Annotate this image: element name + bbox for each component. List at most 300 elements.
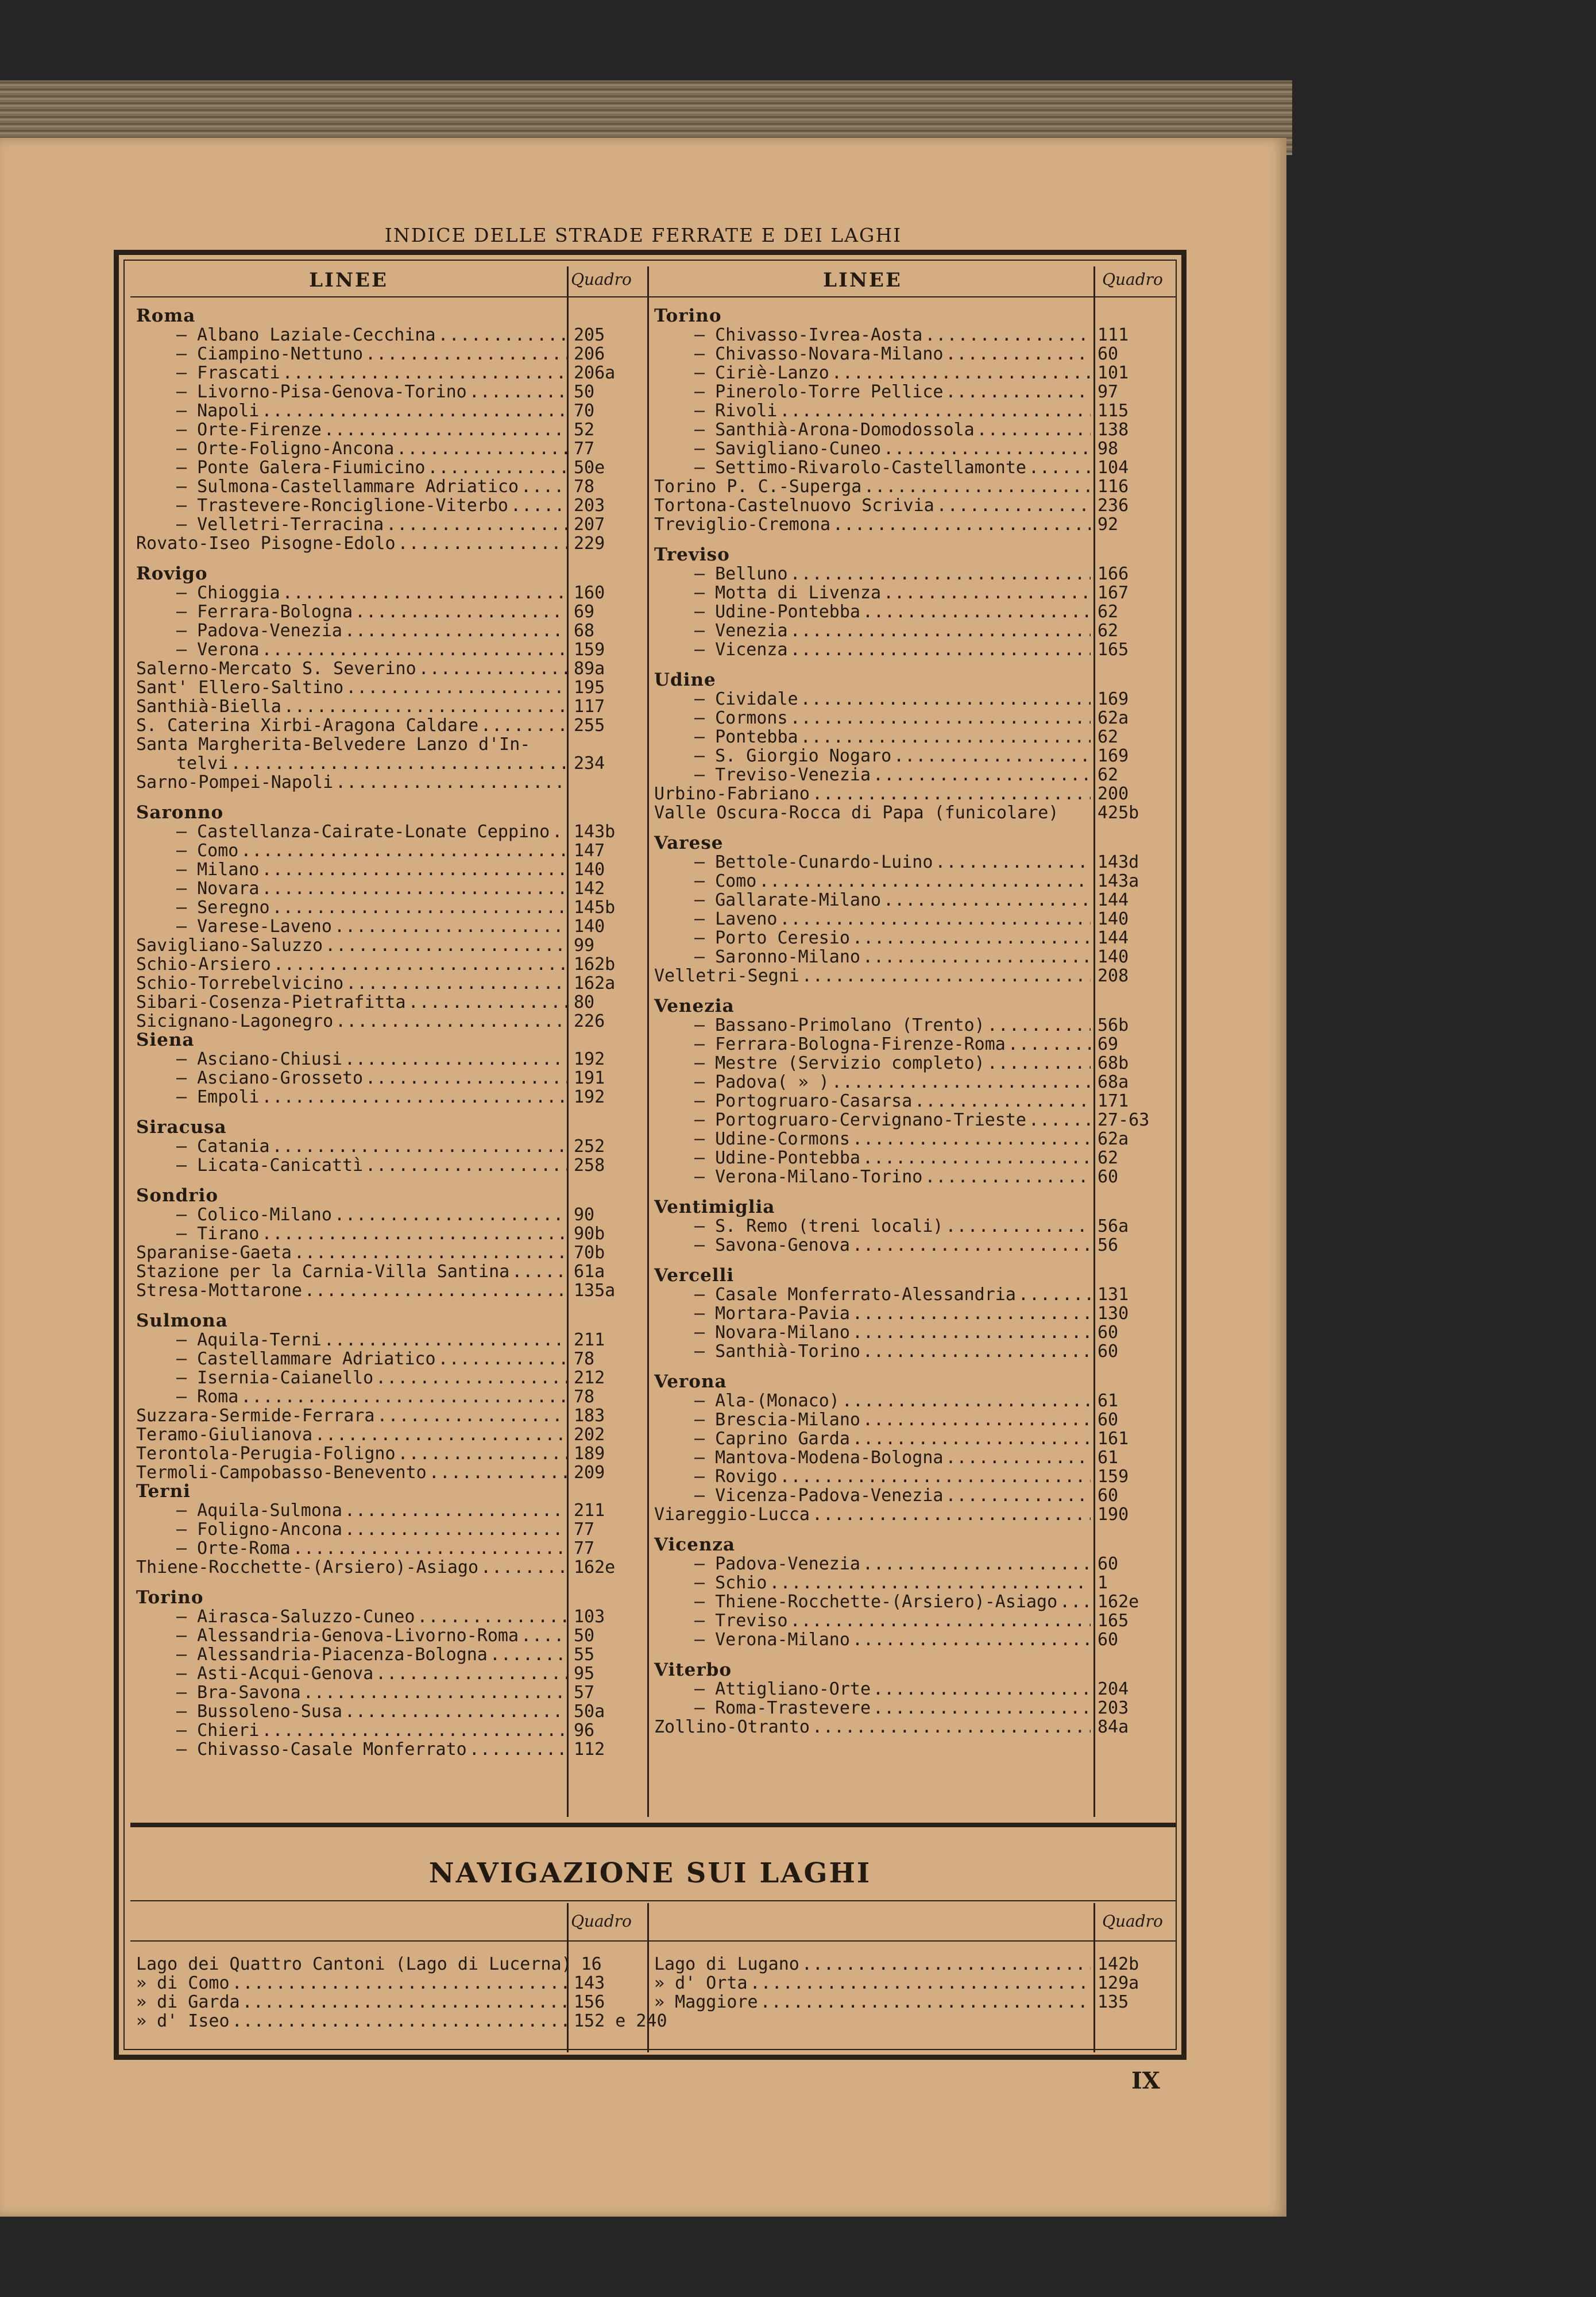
index-entry (654, 1467, 1171, 1486)
entry-line-name: — Asti-Acqui-Genova (176, 1664, 374, 1684)
leader-dots (294, 1243, 567, 1262)
group-heading-text: Verona (654, 1371, 727, 1392)
entry-quadro-number: 156 (574, 1992, 605, 2012)
index-entry (654, 929, 1171, 948)
entry-quadro-number: 144 (1098, 928, 1129, 948)
entry-quadro-number: 70 (574, 401, 595, 421)
entry-quadro-number: 162e (1098, 1592, 1139, 1612)
entry-quadro-number: 61a (574, 1262, 605, 1282)
index-entry (654, 1611, 1171, 1630)
entry-line-name: — Verona-Milano (694, 1630, 850, 1650)
index-group-heading (654, 1536, 1171, 1554)
leader-dots (325, 936, 567, 955)
group-heading-text: Ventimiglia (654, 1197, 775, 1217)
leader-dots (987, 1016, 1091, 1035)
leader-dots (365, 345, 567, 364)
entry-line-name: Thiene-Rocchette-(Arsiero)-Asiago (136, 1557, 479, 1577)
entry-quadro-number: 140 (574, 860, 605, 880)
index-entry (654, 477, 1171, 496)
entry-quadro-number: 99 (574, 935, 595, 956)
entry-quadro-number: 77 (574, 1538, 595, 1559)
index-entry (136, 1331, 642, 1349)
leader-dots (512, 1262, 567, 1281)
leader-dots (365, 1069, 567, 1088)
index-entry (136, 1262, 642, 1281)
index-entry (136, 1368, 642, 1387)
entry-line-name: — Pinerolo-Torre Pellice (694, 382, 944, 402)
index-entry (136, 477, 642, 496)
entry-quadro-number: 159 (1098, 1467, 1129, 1487)
index-entry (136, 716, 642, 735)
entry-quadro-number: 205 (574, 325, 605, 345)
entry-quadro-number: 229 (574, 533, 605, 554)
leader-dots (345, 1520, 567, 1539)
entry-line-name: — Rovigo (694, 1467, 778, 1487)
leader-dots (863, 1342, 1091, 1361)
index-entry (654, 709, 1171, 728)
entry-line-name: — Albano Laziale-Cecchina (176, 325, 436, 345)
entry-line-name: Tortona-Castelnuovo Scrivia (654, 496, 934, 516)
entry-line-name: — S. Remo (treni locali) (694, 1216, 944, 1236)
leader-dots (335, 1012, 567, 1031)
index-entry (136, 420, 642, 439)
group-heading-text: Sondrio (136, 1185, 219, 1206)
entry-line-name: — Udine-Cormons (694, 1129, 850, 1149)
entry-line-name: — Caprino Garda (694, 1429, 850, 1449)
index-entry (136, 697, 642, 716)
entry-quadro-number: 255 (574, 716, 605, 736)
leader-dots (230, 754, 567, 773)
entry-quadro-number: 27-63 (1098, 1110, 1150, 1130)
index-entry (654, 765, 1171, 784)
index-entry (136, 439, 642, 458)
index-entry (136, 401, 642, 420)
leader-dots (355, 602, 567, 621)
index-entry (136, 1406, 642, 1425)
entry-quadro-number: 209 (574, 1463, 605, 1483)
entry-quadro-number: 166 (1098, 564, 1129, 584)
right-quadro-header: Quadro (1102, 270, 1163, 289)
entry-line-name: — Alessandria-Genova-Livorno-Roma (176, 1626, 519, 1646)
leader-dots (1018, 1285, 1091, 1304)
leader-dots (232, 1974, 567, 1993)
index-entry (654, 621, 1171, 640)
leader-dots (469, 382, 567, 401)
entry-quadro-number: 68b (1098, 1053, 1129, 1073)
index-entry (654, 1993, 1171, 2012)
leader-dots (1029, 458, 1091, 477)
entry-quadro-number: 140 (1098, 909, 1129, 929)
index-group-heading (654, 834, 1171, 853)
leader-dots (937, 496, 1091, 515)
index-entry (654, 1148, 1171, 1167)
leader-dots (832, 1073, 1091, 1092)
index-entry (136, 458, 642, 477)
entry-quadro-number: 152 e 240 (574, 2011, 667, 2031)
leader-dots (801, 728, 1091, 747)
index-entry (654, 1342, 1171, 1361)
entry-line-name: — Novara-Milano (694, 1322, 850, 1343)
entry-line-name: — Udine-Pontebba (694, 1148, 860, 1168)
entry-quadro-number: 162e (574, 1557, 616, 1577)
index-entry (654, 1448, 1171, 1467)
index-entry (654, 747, 1171, 765)
leader-dots (790, 640, 1091, 659)
entry-line-name: » d' Iseo (136, 2011, 230, 2031)
group-heading-text: Torino (654, 306, 722, 326)
entry-quadro-number: 135a (574, 1281, 616, 1301)
group-heading-text: Torino (136, 1587, 204, 1608)
leader-dots (945, 1486, 1091, 1505)
entry-line-name: — Motta di Livenza (694, 583, 882, 603)
index-entry (654, 1630, 1171, 1649)
index-spacer (136, 1577, 642, 1588)
entry-quadro-number: 96 (574, 1720, 595, 1741)
index-entry (654, 1217, 1171, 1236)
leader-dots (303, 1683, 567, 1702)
entry-line-name: — Orte-Roma (176, 1538, 291, 1559)
entry-line-name: — Empoli (176, 1087, 260, 1107)
entry-quadro-number: 183 (574, 1406, 605, 1426)
left-index-column (136, 307, 642, 1759)
entry-quadro-number: 52 (574, 420, 595, 440)
entry-line-name: — Como (694, 871, 757, 891)
entry-quadro-number: 55 (574, 1645, 595, 1665)
entry-quadro-number: 16 (581, 1954, 602, 1974)
index-entry (654, 853, 1171, 872)
entry-line-name: Sicignano-Lagonegro (136, 1011, 334, 1031)
index-entry (654, 1073, 1171, 1092)
leader-dots (481, 716, 567, 735)
index-group-heading (654, 1661, 1171, 1680)
entry-line-name: — Airasca-Saluzzo-Cuneo (176, 1607, 415, 1627)
leader-dots (852, 1304, 1091, 1323)
entry-quadro-number: 258 (574, 1155, 605, 1175)
entry-quadro-number: 89a (574, 659, 605, 679)
group-heading-text: Vercelli (654, 1265, 735, 1286)
entry-quadro-number: 103 (574, 1607, 605, 1627)
leader-dots (262, 1721, 567, 1740)
entry-line-name: Terontola-Perugia-Foligno (136, 1444, 396, 1464)
entry-quadro-number: 68a (1098, 1072, 1129, 1092)
index-entry (654, 1054, 1171, 1073)
leader-dots (852, 1429, 1091, 1448)
entry-quadro-number: 62 (1098, 1148, 1119, 1168)
entry-line-name: S. Caterina Xirbi-Aragona Caldare (136, 716, 479, 736)
leader-dots (396, 439, 567, 458)
leader-dots (284, 697, 567, 716)
leader-dots (419, 659, 567, 678)
leader-dots (812, 1718, 1091, 1737)
entry-line-name: — Asciano-Chiusi (176, 1049, 342, 1069)
entry-line-name: — Roma (176, 1387, 239, 1407)
leader-dots (894, 747, 1091, 765)
entry-line-name: — Castellanza-Cairate-Lonate Ceppino (176, 822, 550, 842)
index-entry (136, 515, 642, 534)
index-spacer (136, 1175, 642, 1186)
index-entry (136, 936, 642, 955)
entry-quadro-number: 138 (1098, 420, 1129, 440)
entry-quadro-number: 143d (1098, 852, 1139, 872)
entry-line-name: — Orte-Firenze (176, 420, 322, 440)
leader-dots (790, 564, 1091, 583)
entry-quadro-number: 191 (574, 1068, 605, 1088)
entry-line-name: — Livorno-Pisa-Genova-Torino (176, 382, 467, 402)
entry-line-name: Lago di Lugano (654, 1954, 799, 1974)
index-entry (136, 1156, 642, 1175)
entry-quadro-number: 90 (574, 1205, 595, 1225)
leader-dots (801, 690, 1091, 709)
index-spacer (136, 553, 642, 564)
index-entry (654, 1016, 1171, 1035)
entry-line-name: — Ciriè-Lanzo (694, 363, 829, 383)
index-entry (136, 1243, 642, 1262)
entry-line-name: — Schio (694, 1573, 767, 1593)
index-entry (654, 1035, 1171, 1054)
entry-quadro-number: 144 (1098, 890, 1129, 910)
index-group-heading (136, 1588, 642, 1607)
index-entry (654, 1111, 1171, 1130)
entry-line-name: — Attigliano-Orte (694, 1679, 871, 1699)
entry-quadro-number: 234 (574, 753, 605, 774)
index-entry (654, 910, 1171, 929)
entry-quadro-number: 169 (1098, 746, 1129, 766)
entry-quadro-number: 62 (1098, 602, 1119, 622)
entry-quadro-number: 252 (574, 1136, 605, 1157)
entry-quadro-number: 61 (1098, 1448, 1119, 1468)
index-entry (654, 1304, 1171, 1323)
entry-line-name: — Verona-Milano-Torino (694, 1167, 923, 1187)
entry-line-name: — Pontebba (694, 727, 798, 747)
entry-line-name: — Thiene-Rocchette-(Arsiero)-Asiago (694, 1592, 1058, 1612)
nav-right-quadro-header: Quadro (1102, 1912, 1163, 1931)
entry-line-name: — Chieri (176, 1720, 260, 1741)
index-entry (136, 1501, 642, 1520)
index-entry (136, 1012, 642, 1031)
entry-quadro-number: 211 (574, 1330, 605, 1350)
leader-dots (417, 1607, 567, 1626)
entry-quadro-number: 70b (574, 1243, 605, 1263)
entry-quadro-number: 50 (574, 1626, 595, 1646)
entry-line-name: Viareggio-Lucca (654, 1505, 810, 1525)
entry-line-name: — Velletri-Terracina (176, 515, 384, 535)
index-entry (136, 1721, 642, 1740)
leader-dots (408, 993, 567, 1012)
leader-dots (832, 364, 1091, 382)
entry-quadro-number: 116 (1098, 477, 1129, 497)
leader-dots (398, 1444, 567, 1463)
index-entry (136, 879, 642, 898)
entry-line-name: — Padova-Venezia (694, 1554, 860, 1574)
leader-dots (945, 345, 1091, 364)
leader-dots (262, 1224, 567, 1243)
index-entry (136, 1137, 642, 1156)
entry-line-name: — Padova-Venezia (176, 621, 342, 641)
entry-line-name: — Savigliano-Cuneo (694, 439, 882, 459)
entry-quadro-number: 159 (574, 640, 605, 660)
index-group-heading (136, 1186, 642, 1205)
entry-quadro-number: 131 (1098, 1285, 1129, 1305)
entry-quadro-number: 95 (574, 1664, 595, 1684)
index-spacer (654, 1524, 1171, 1536)
leader-dots (790, 621, 1091, 640)
leader-dots (883, 439, 1091, 458)
leader-dots (863, 1410, 1091, 1429)
nav-right-column (654, 1955, 1171, 2012)
index-entry (654, 640, 1171, 659)
leader-dots (334, 917, 567, 936)
index-entry (136, 640, 642, 659)
index-entry (136, 898, 642, 917)
leader-dots (935, 853, 1091, 872)
entry-line-name: Valle Oscura-Rocca di Papa (funicolare) (654, 803, 1059, 823)
leader-dots (873, 1680, 1091, 1699)
entry-line-name: — Orte-Foligno-Ancona (176, 439, 395, 459)
entry-line-name: — Isernia-Caianello (176, 1368, 374, 1388)
group-heading-text: Saronno (136, 802, 224, 823)
index-entry (654, 583, 1171, 602)
index-entry (136, 1626, 642, 1645)
entry-quadro-number: 200 (1098, 784, 1129, 804)
index-entry (136, 382, 642, 401)
entry-line-name: — Mestre (Servizio completo) (694, 1053, 985, 1073)
entry-line-name: » di Como (136, 1973, 230, 1993)
entry-quadro-number: 130 (1098, 1304, 1129, 1324)
index-spacer (654, 534, 1171, 546)
leader-dots (262, 1088, 567, 1107)
entry-line-name: — Laveno (694, 909, 778, 929)
index-entry (136, 1645, 642, 1664)
right-index-column (654, 307, 1171, 1737)
entry-quadro-number: 162b (574, 954, 616, 975)
index-entry (136, 1993, 642, 2012)
entry-line-name: Salerno-Mercato S. Severino (136, 659, 416, 679)
index-entry (136, 1702, 642, 1721)
leader-dots (852, 1236, 1091, 1255)
entry-line-name: — Porto Ceresio (694, 928, 850, 948)
leader-dots (346, 974, 567, 993)
entry-quadro-number: 161 (1098, 1429, 1129, 1449)
entry-quadro-number: 226 (574, 1011, 605, 1031)
entry-quadro-number: 101 (1098, 363, 1129, 383)
entry-quadro-number: 190 (1098, 1505, 1129, 1525)
leader-dots (780, 401, 1091, 420)
index-entry (654, 690, 1171, 709)
index-entry (136, 754, 642, 773)
index-entry (654, 1592, 1171, 1611)
entry-line-name: Stazione per la Carnia-Villa Santina (136, 1262, 510, 1282)
entry-line-name: — Novara (176, 879, 260, 899)
leader-dots (272, 898, 567, 917)
entry-line-name: — Vicenza-Padova-Venezia (694, 1486, 944, 1506)
leader-dots (925, 326, 1091, 345)
entry-quadro-number: 60 (1098, 1554, 1119, 1574)
entry-quadro-number: 236 (1098, 496, 1129, 516)
index-entry (654, 1486, 1171, 1505)
index-entry (136, 773, 642, 792)
entry-quadro-number: 77 (574, 1519, 595, 1540)
entry-quadro-number: 206a (574, 363, 616, 383)
entry-quadro-number: 171 (1098, 1091, 1129, 1111)
entry-quadro-number: 50 (574, 382, 595, 402)
leader-dots (427, 458, 567, 477)
entry-quadro-number: 165 (1098, 1611, 1129, 1631)
index-entry (136, 1387, 642, 1406)
leader-dots (883, 583, 1091, 602)
leader-dots (511, 496, 567, 515)
entry-line-name: — Ala-(Monaco) (694, 1391, 840, 1411)
leader-dots (345, 1050, 567, 1069)
leader-dots (780, 910, 1091, 929)
index-entry (654, 515, 1171, 534)
entry-quadro-number: 84a (1098, 1717, 1129, 1737)
index-entry (136, 659, 642, 678)
entry-quadro-number: 117 (574, 697, 605, 717)
entry-line-name: — Varese-Laveno (176, 917, 332, 937)
leader-dots (790, 709, 1091, 728)
leader-dots (262, 640, 567, 659)
page-number: IX (1131, 2067, 1160, 2094)
entry-line-name: — Santhià-Torino (694, 1341, 860, 1362)
index-entry (136, 1069, 642, 1088)
entry-quadro-number: 192 (574, 1049, 605, 1069)
group-heading-text: Sulmona (136, 1310, 228, 1331)
entry-quadro-number: 56a (1098, 1216, 1129, 1236)
entry-quadro-number: 135 (1098, 1992, 1129, 2012)
entry-quadro-number: 167 (1098, 583, 1129, 603)
index-entry (654, 784, 1171, 803)
entry-quadro-number: 162a (574, 973, 616, 993)
index-spacer (654, 659, 1171, 671)
entry-line-name: — Castellammare Adriatico (176, 1349, 436, 1369)
entry-line-name: — Napoli (176, 401, 260, 421)
entry-quadro-number: 1 (1098, 1573, 1108, 1593)
entry-quadro-number: 78 (574, 477, 595, 497)
entry-quadro-number: 207 (574, 515, 605, 535)
leader-dots (852, 1630, 1091, 1649)
index-entry (654, 1410, 1171, 1429)
index-spacer (136, 1300, 642, 1312)
entry-line-name: — Belluno (694, 564, 788, 584)
nav-header-rule (130, 1940, 1176, 1942)
leader-dots (842, 1391, 1091, 1410)
leader-dots (1029, 1111, 1091, 1130)
entry-quadro-number: 78 (574, 1387, 595, 1407)
leader-dots (438, 1349, 567, 1368)
leader-dots (863, 602, 1091, 621)
leader-dots (802, 1955, 1091, 1974)
entry-line-name: Urbino-Fabriano (654, 784, 810, 804)
index-group-heading (136, 1482, 642, 1501)
leader-dots (242, 1993, 567, 2012)
leader-dots (273, 955, 567, 974)
index-entry (654, 1429, 1171, 1448)
entry-line-name: telvi (176, 753, 229, 774)
leader-dots (977, 420, 1091, 439)
leader-dots (769, 1573, 1091, 1592)
index-group-heading (654, 307, 1171, 326)
group-heading-text: Siena (136, 1030, 195, 1050)
nav-title-rule (130, 1900, 1176, 1901)
index-entry (136, 583, 642, 602)
index-entry (654, 458, 1171, 477)
entry-line-name: — Mortara-Pavia (694, 1304, 850, 1324)
left-quadro-header: Quadro (571, 270, 632, 289)
entry-line-name: — Padova( » ) (694, 1072, 829, 1092)
leader-dots (552, 822, 567, 841)
index-entry (136, 1463, 642, 1482)
leader-dots (335, 773, 567, 792)
